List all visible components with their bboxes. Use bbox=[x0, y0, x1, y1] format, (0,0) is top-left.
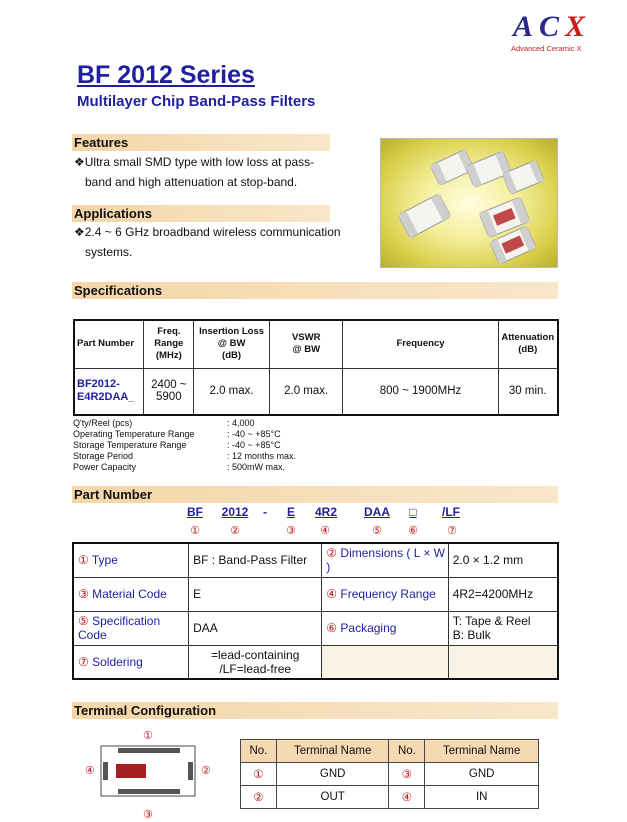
terminal-num-1: ① bbox=[143, 730, 153, 742]
spec-frequency: 800 ~ 1900MHz bbox=[343, 368, 498, 415]
logo-letter-c: C bbox=[539, 10, 566, 43]
pn-material-value: E bbox=[189, 577, 322, 611]
att-l1: Attenuation bbox=[501, 332, 555, 344]
terminal-name: GND bbox=[425, 763, 539, 786]
pn-soldering-value bbox=[189, 645, 322, 679]
circ-num: ④ bbox=[326, 587, 338, 601]
applications-text bbox=[74, 222, 342, 262]
spec-header-vswr bbox=[269, 320, 343, 368]
pn-packaging-value bbox=[448, 611, 558, 645]
applications-line-2: systems. bbox=[85, 245, 133, 259]
terminal-num-2: ② bbox=[201, 765, 211, 777]
specifications-heading: Specifications bbox=[72, 282, 558, 299]
num-3: ③ bbox=[286, 525, 296, 537]
code-dash: - bbox=[263, 505, 267, 519]
num-2: ② bbox=[230, 525, 240, 537]
pn-packaging-key bbox=[322, 611, 448, 645]
num-6: ⑥ bbox=[408, 525, 418, 537]
misc-key: Storage Temperature Range bbox=[73, 440, 187, 450]
freq-range-l2: Range bbox=[154, 338, 184, 350]
il-l3: (dB) bbox=[222, 350, 242, 362]
pn-spec-value: DAA bbox=[189, 611, 322, 645]
terminal-header-name: Terminal Name bbox=[425, 740, 539, 763]
spec-vswr: 2.0 max. bbox=[269, 368, 343, 415]
logo-letter-a: A bbox=[513, 10, 540, 43]
pn-dimensions-key bbox=[322, 543, 448, 577]
pn-empty-cell bbox=[322, 645, 448, 679]
terminal-header-name: Terminal Name bbox=[276, 740, 389, 763]
pn-row bbox=[73, 543, 558, 577]
chip-outline-drawing bbox=[100, 745, 196, 797]
features-line-1: ❖Ultra small SMD type with low loss at pass- bbox=[74, 155, 315, 169]
chip-filters-illustration bbox=[381, 139, 558, 268]
key-label: Specification Code bbox=[78, 614, 161, 642]
logo-mark bbox=[513, 10, 591, 44]
code-type: BF bbox=[187, 505, 203, 519]
il-l1: Insertion Loss bbox=[199, 326, 265, 338]
fr-l2: 5900 bbox=[156, 391, 182, 404]
att-l2: (dB) bbox=[518, 344, 538, 356]
pn-l1: BF2012- bbox=[77, 378, 120, 391]
misc-row bbox=[73, 462, 296, 473]
applications-line-1: ❖2.4 ~ 6 GHz broadband wireless communication bbox=[74, 225, 341, 239]
terminal-name: OUT bbox=[276, 786, 389, 809]
circ-num: ⑥ bbox=[326, 621, 338, 635]
features-heading: Features bbox=[72, 134, 330, 151]
vswr-l2: @ BW bbox=[292, 344, 321, 356]
spec-data-row bbox=[74, 368, 558, 415]
pn-row bbox=[73, 577, 558, 611]
circ-num: ③ bbox=[78, 587, 89, 601]
code-material: E bbox=[286, 505, 295, 519]
num-1: ① bbox=[190, 525, 200, 537]
sol-line-2: /LF=lead-free bbox=[219, 661, 292, 676]
features-line-2: band and high attenuation at stop-band. bbox=[85, 175, 298, 189]
terminal-row bbox=[241, 763, 539, 786]
pn-frequency-value: 4R2=4200MHz bbox=[448, 577, 558, 611]
key-label: Dimensions ( L × W ) bbox=[326, 546, 445, 575]
page-title: BF 2012 Series bbox=[77, 61, 255, 89]
circ-num: ① bbox=[78, 553, 89, 568]
code-size: 2012 bbox=[221, 505, 249, 519]
freq-range-l3: (MHz) bbox=[155, 350, 182, 362]
misc-value: : 12 months max. bbox=[227, 451, 297, 461]
pn-row bbox=[73, 645, 558, 679]
misc-value: : 500mW max. bbox=[227, 462, 286, 472]
spec-header-insertion-loss bbox=[194, 320, 270, 368]
pn-frequency-key bbox=[322, 577, 448, 611]
terminal-num-3: ③ bbox=[143, 809, 153, 821]
key-label: Material Code bbox=[92, 587, 167, 601]
terminal-header-row bbox=[241, 740, 539, 763]
pn-spec-key bbox=[73, 611, 189, 645]
terminal-name: IN bbox=[425, 786, 539, 809]
misc-row bbox=[73, 418, 296, 429]
pn-empty-cell bbox=[448, 645, 558, 679]
spec-misc-list bbox=[73, 418, 296, 473]
pn-type-key bbox=[73, 543, 189, 577]
code-lead-free: /LF bbox=[442, 505, 460, 519]
applications-heading: Applications bbox=[72, 205, 330, 222]
misc-key: Power Capacity bbox=[73, 462, 137, 472]
freq-range-l1: Freq. bbox=[157, 326, 181, 338]
pn-soldering-key bbox=[73, 645, 189, 679]
pkg-line-1: T: Tape & Reel bbox=[452, 614, 531, 628]
product-photo bbox=[380, 138, 558, 268]
sol-line-1: =lead-containing bbox=[210, 647, 300, 662]
acx-logo bbox=[505, 10, 615, 54]
part-number-table bbox=[72, 542, 559, 680]
features-text bbox=[74, 152, 334, 192]
num-7: ⑦ bbox=[447, 525, 457, 537]
part-number-heading: Part Number bbox=[72, 486, 558, 503]
misc-key: Storage Period bbox=[73, 451, 134, 461]
terminal-name: GND bbox=[276, 763, 389, 786]
terminal-no: ③ bbox=[389, 763, 425, 786]
code-packaging: □ bbox=[409, 505, 417, 519]
key-label: Packaging bbox=[340, 621, 397, 635]
pkg-line-2: B: Bulk bbox=[452, 628, 491, 642]
pn-l2: E4R2DAA_ bbox=[77, 391, 135, 404]
terminal-row bbox=[241, 786, 539, 809]
misc-row bbox=[73, 440, 296, 451]
vswr-l1: VSWR bbox=[291, 332, 321, 344]
misc-row bbox=[73, 429, 296, 440]
logo-letter-x: X bbox=[565, 10, 592, 43]
circ-num: ⑤ bbox=[78, 614, 89, 628]
circ-num: ② bbox=[326, 546, 338, 561]
key-label: Frequency Range bbox=[340, 587, 436, 601]
spec-part-number bbox=[74, 368, 144, 415]
spec-header-attenuation bbox=[498, 320, 558, 368]
misc-value: : -40 ~ +85°C bbox=[227, 440, 281, 450]
spec-attenuation: 30 min. bbox=[498, 368, 558, 415]
code-frequency: 4R2 bbox=[314, 505, 337, 519]
terminal-header-no: No. bbox=[241, 740, 277, 763]
misc-key: Q'ty/Reel (pcs) bbox=[73, 418, 133, 428]
terminal-no: ① bbox=[241, 763, 277, 786]
pn-type-value: BF : Band-Pass Filter bbox=[189, 543, 322, 577]
num-4: ④ bbox=[320, 525, 330, 537]
misc-row bbox=[73, 451, 296, 462]
terminal-heading: Terminal Configuration bbox=[72, 702, 558, 719]
terminal-table bbox=[240, 739, 539, 809]
key-label: Soldering bbox=[92, 654, 143, 669]
pn-dimensions-value: 2.0 × 1.2 mm bbox=[448, 543, 558, 577]
page-subtitle: Multilayer Chip Band-Pass Filters bbox=[77, 93, 316, 110]
terminal-num-4: ④ bbox=[85, 765, 95, 777]
misc-value: : 4,000 bbox=[227, 418, 255, 428]
terminal-no: ② bbox=[241, 786, 277, 809]
pn-row bbox=[73, 611, 558, 645]
spec-header-frequency: Frequency bbox=[343, 320, 498, 368]
il-l2: @ BW bbox=[217, 338, 246, 350]
code-spec: DAA bbox=[364, 505, 390, 519]
specifications-table bbox=[73, 319, 559, 416]
key-label: Type bbox=[91, 553, 118, 568]
misc-key: Operating Temperature Range bbox=[73, 429, 195, 439]
terminal-diagram bbox=[100, 745, 196, 797]
spec-header-part-number: Part Number bbox=[74, 320, 144, 368]
circ-num: ⑦ bbox=[78, 654, 89, 669]
num-5: ⑤ bbox=[372, 525, 382, 537]
spec-insertion-loss: 2.0 max. bbox=[194, 368, 270, 415]
spec-header-row bbox=[74, 320, 558, 368]
terminal-no: ④ bbox=[389, 786, 425, 809]
spec-header-freq-range bbox=[144, 320, 194, 368]
logo-tagline: Advanced Ceramic X bbox=[511, 44, 582, 53]
fr-l1: 2400 ~ bbox=[151, 379, 187, 392]
spec-freq-range bbox=[144, 368, 194, 415]
pn-material-key bbox=[73, 577, 189, 611]
misc-value: : -40 ~ +85°C bbox=[227, 429, 281, 439]
terminal-header-no: No. bbox=[389, 740, 425, 763]
